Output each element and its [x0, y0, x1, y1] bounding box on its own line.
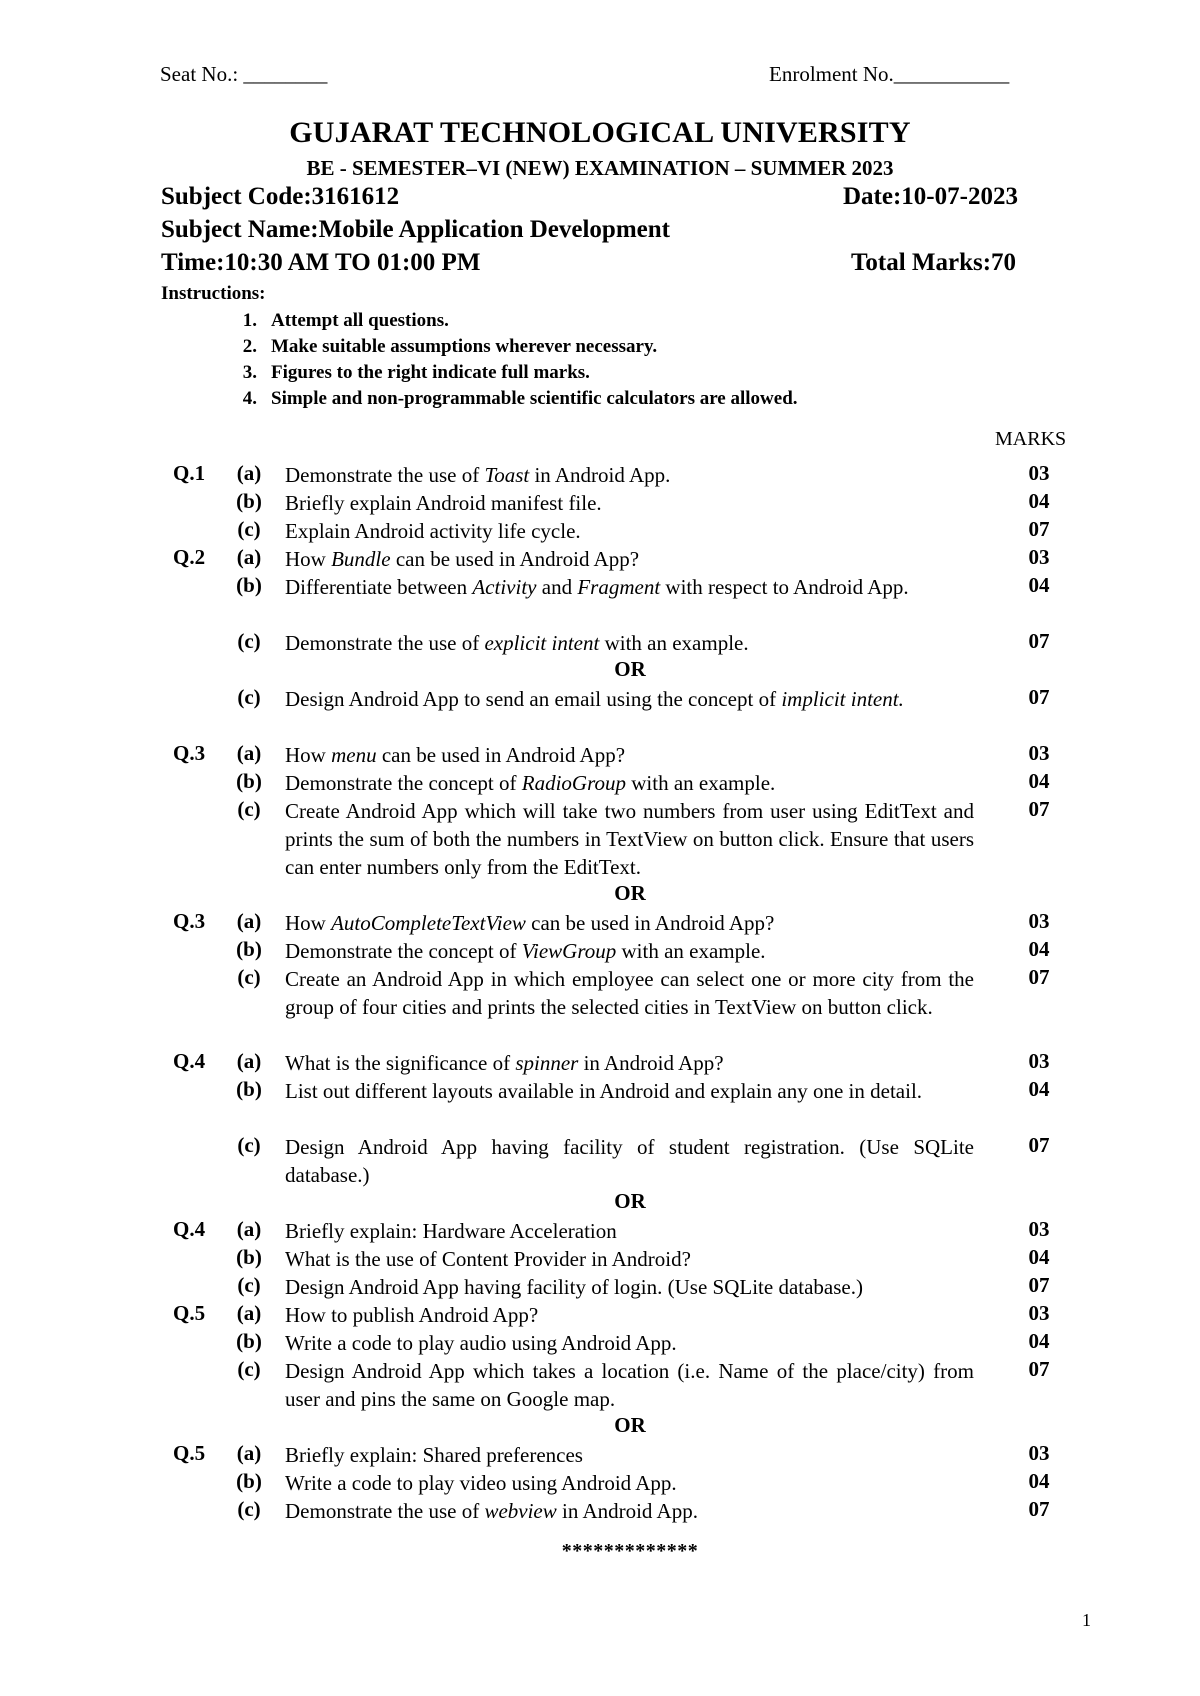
question-text: List out different layouts available in Android and explain any one in detail.: [285, 1079, 923, 1103]
question-part: (b): [236, 573, 262, 597]
question-marks: 03: [1028, 909, 1050, 933]
or-separator: OR: [614, 881, 646, 905]
question-part: (b): [236, 1077, 262, 1101]
question-text: Explain Android activity life cycle.: [285, 519, 581, 543]
question-number: Q.3: [173, 909, 206, 933]
question-part: (c): [237, 797, 261, 821]
question-number: Q.2: [173, 545, 206, 569]
question-text: Differentiate between Activity and Fragment with respect to Android App.: [285, 575, 909, 599]
or-separator: OR: [614, 1189, 646, 1213]
question-text: Design Android App having facility of login. (Use SQLite database.): [285, 1275, 863, 1299]
marks-column-heading: MARKS: [995, 428, 1067, 450]
question-text: Demonstrate the use of Toast in Android App.: [285, 463, 671, 487]
question-marks: 07: [1028, 965, 1050, 989]
question-marks: 03: [1028, 461, 1050, 485]
question-text: Demonstrate the concept of RadioGroup with an example.: [285, 771, 776, 795]
question-text: Create Android App which will take two numbers from user using EditText and prints the sum of both the numbers in TextView on button click. Ensure that users can enter numbers only from the EditText.: [285, 799, 974, 879]
question-part: (b): [236, 489, 262, 513]
question-part: (c): [237, 629, 261, 653]
question-text: How AutoCompleteTextView can be used in Android App?: [285, 911, 775, 935]
seat-no: Seat No.: ________: [160, 62, 328, 86]
question-text: Design Android App having facility of student registration. (Use SQLite database.): [285, 1135, 974, 1187]
question-text: How menu can be used in Android App?: [285, 743, 626, 767]
question-marks: 04: [1028, 769, 1050, 793]
exam-title: BE - SEMESTER–VI (NEW) EXAMINATION – SUMMER 2023: [306, 156, 894, 180]
question-marks: 07: [1028, 629, 1050, 653]
question-marks: 04: [1028, 937, 1050, 961]
question-marks: 07: [1028, 1357, 1050, 1381]
question-marks: 07: [1028, 1133, 1050, 1157]
question-part: (a): [236, 741, 262, 765]
question-part: (c): [237, 1497, 261, 1521]
question-number: Q.3: [173, 741, 206, 765]
question-part: (c): [237, 1357, 261, 1381]
exam-date: Date:10-07-2023: [843, 183, 1018, 210]
question-marks: 04: [1028, 1245, 1050, 1269]
question-part: (c): [237, 965, 261, 989]
subject-name: Subject Name:Mobile Application Development: [161, 216, 670, 243]
question-text: What is the significance of spinner in Android App?: [285, 1051, 724, 1075]
question-text: Design Android App which takes a location (i.e. Name of the place/city) from user and pins the same on Google map.: [285, 1359, 974, 1411]
question-text: How Bundle can be used in Android App?: [285, 547, 640, 571]
question-text: Briefly explain: Hardware Acceleration: [285, 1219, 617, 1243]
question-marks: 04: [1028, 573, 1050, 597]
question-number: Q.5: [173, 1441, 206, 1465]
question-part: (a): [236, 545, 262, 569]
question-part: (b): [236, 1245, 262, 1269]
question-part: (a): [236, 1049, 262, 1073]
total-marks: Total Marks:70: [851, 249, 1017, 276]
question-text: Briefly explain: Shared preferences: [285, 1443, 583, 1467]
question-marks: 03: [1028, 545, 1050, 569]
question-marks: 07: [1028, 517, 1050, 541]
question-part: (c): [237, 1273, 261, 1297]
question-text: Write a code to play audio using Android App.: [285, 1331, 677, 1355]
enrolment-no: Enrolment No.___________: [769, 62, 1010, 86]
question-marks: 03: [1028, 741, 1050, 765]
question-part: (c): [237, 517, 261, 541]
or-separator: OR: [614, 657, 646, 681]
question-marks: 04: [1028, 1329, 1050, 1353]
question-number: Q.4: [173, 1049, 206, 1073]
question-text: Design Android App to send an email using the concept of implicit intent.: [285, 687, 904, 711]
question-number: Q.5: [173, 1301, 206, 1325]
question-part: (a): [236, 1217, 262, 1241]
instructions-heading: Instructions:: [161, 283, 266, 304]
question-marks: 07: [1028, 1497, 1050, 1521]
question-text: What is the use of Content Provider in Android?: [285, 1247, 691, 1271]
question-marks: 07: [1028, 1273, 1050, 1297]
end-marker: *************: [561, 1540, 699, 1562]
question-part: (b): [236, 937, 262, 961]
question-part: (c): [237, 1133, 261, 1157]
question-marks: 03: [1028, 1441, 1050, 1465]
question-text: Write a code to play video using Android App.: [285, 1471, 677, 1495]
question-marks: 07: [1028, 685, 1050, 709]
exam-page: Seat No.: ________ Enrolment No.___________ GUJARAT TECHNOLOGICAL UNIVERSITY BE - SEMESTER–VI (NEW) EXAMINATION – SUMMER 2023 Subject Code:3161612 Date:10-07-2023 Subject Name:Mobile Application Development Time:10:30 AM TO 01:00 PM Total Marks:70 Instructions: 1. Attempt all questions. 2. Make suitable assumptions wherever necessary. 3. Figures to the right indicate full marks. 4. Simple and non-programmable scientific calculators are allowed. MARKS Q.1 (a) Demonstrate the use of Toast in Android App. 03 (b) Briefly explain Android manifest file. 04 (c) Explain Android activity life cycle. 07 Q.2 (a) How Bundle can be used in Android App? 03 (b) Differentiate between Activity and Fragment with respect to Android App. 04 (c) Demonstrate the use of explicit intent with an example. 07 (c) Design Android App to send an email using the concept of implicit intent. 07 Q.3 (a) How menu can be used in Android App? 03 (b) Demonstrate the concept of RadioGroup with an example. 04 (c) Create Android App which will take two numbers from user using EditText and prints the sum of both the numbers in TextView on button click. Ensure that users can enter numbers only from the EditText. 07 Q.3 (a) How AutoCompleteTextView can be used in Android App? 03 (b) Demonstrate the concept of ViewGroup with an example. 04 (c) Create an Android App in which employee can select one or more city from the group of four cities and prints the selected cities in TextView on button click. 07 Q.4 (a) What is the significance of spinner in Android App? 03 (b) List out different layouts available in Android and explain any one in detail. 04 (c) Design Android App having facility of student registration. (Use SQLite database.) 07 Q.4 (a) Briefly explain: Hardware Acceleration 03 (b) What is the use of Content Provider in Android? 04 (c) Design Android App having facility of login. (Use SQLite database.) 07 Q.5 (a) How to publish Android App? 03 (b) Write a code to play audio using Android App. 04 (c) Design Android App which takes a location (i.e. Name of the place/city) from user and pins the same on Google map. 07 Q.5 (a) Briefly explain: Shared preferences 03 (b) Write a code to play video using Android App. 04 (c) Demonstrate the use of webview in Android App. 07 OR OR OR OR ************* 1: [0, 0, 1200, 1696]
question-text: Demonstrate the use of webview in Android App.: [285, 1499, 698, 1523]
question-part: (b): [236, 769, 262, 793]
exam-time: Time:10:30 AM TO 01:00 PM: [161, 249, 481, 276]
question-marks: 03: [1028, 1049, 1050, 1073]
question-part: (b): [236, 1469, 262, 1493]
university-title: GUJARAT TECHNOLOGICAL UNIVERSITY: [289, 116, 911, 149]
subject-code: Subject Code:3161612: [161, 183, 400, 210]
question-marks: 07: [1028, 797, 1050, 821]
question-part: (a): [236, 909, 262, 933]
question-text: Create an Android App in which employee can select one or more city from the group of four cities and prints the selected cities in TextView on button click.: [285, 967, 974, 1019]
question-marks: 04: [1028, 489, 1050, 513]
question-marks: 04: [1028, 1469, 1050, 1493]
question-marks: 03: [1028, 1301, 1050, 1325]
question-text: Demonstrate the use of explicit intent with an example.: [285, 631, 749, 655]
question-marks: 04: [1028, 1077, 1050, 1101]
or-separator: OR: [614, 1413, 646, 1437]
page-number: 1: [1082, 1610, 1091, 1630]
question-marks: 03: [1028, 1217, 1050, 1241]
question-text: Briefly explain Android manifest file.: [285, 491, 602, 515]
question-part: (a): [236, 1301, 262, 1325]
question-text: Demonstrate the concept of ViewGroup with an example.: [285, 939, 766, 963]
question-number: Q.1: [173, 461, 206, 485]
question-number: Q.4: [173, 1217, 206, 1241]
question-part: (a): [236, 1441, 262, 1465]
question-text: How to publish Android App?: [285, 1303, 539, 1327]
question-part: (b): [236, 1329, 262, 1353]
question-part: (c): [237, 685, 261, 709]
question-part: (a): [236, 461, 262, 485]
